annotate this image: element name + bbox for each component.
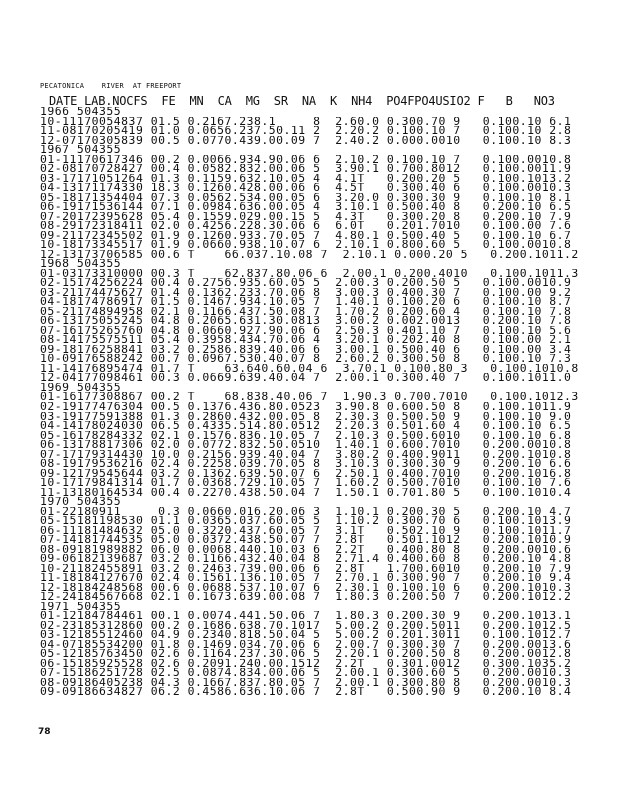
data-row: 09-12179545644 03.2 0.1362.639.50.07 6 2.50.1 0.400.7010 0.200.1016.8 xyxy=(40,468,572,479)
data-row: 02-19177476304 00.5 0.1376.436.80.0523 3.90.8 0.600.50 8 0.100.1011.9 xyxy=(40,401,572,412)
data-row: 03-21174475627 01.4 0.1362.233.70.06 8 3.00.3 0.400.30 7 0.100.00 9.2 xyxy=(40,287,572,298)
data-row: 08-19179536216 02.4 0.2258.039.70.05 8 3.10.3 0.300.30 9 0.200.10 6.6 xyxy=(40,459,572,469)
data-row: 04-18174786917 01.5 0.1467.934.10.05 7 1.40.1 0.100.20 6 0.100.10 8.7 xyxy=(40,297,572,307)
data-row: 10-17179841314 01.7 0.0368.729.10.05 7 1.60.2 0.500.7010 0.100.10 7.6 xyxy=(40,478,572,488)
data-row: 03-19177591388 01.3 0.2860.432.00.05 8 2.30.3 0.500.50 9 0.100.10 9.0 xyxy=(40,411,572,422)
data-row: 11-08170205419 01.0 0.0656.237.50.11 2 2.20.2 0.100.10 7 0.100.10 2.8 xyxy=(40,126,572,136)
data-row: 07-16175265760 04.8 0.0660.927.90.06 6 2.50.3 0.401.10 7 0.100.10 5.6 xyxy=(40,325,572,336)
data-row: 09-09186634827 06.2 0.4586.636.10.06 7 2.8T 0.500.90 9 0.200.10 8.4 xyxy=(40,687,572,697)
data-row: 08-09186405238 04.3 0.1667.837.80.05 7 2.00.1 0.300.80 8 0.200.0010.3 xyxy=(40,677,572,688)
data-row: 02-08170728427 00.4 0.0582.832.00.06 5 3.90.1 0.700.8012 0.100.0011.9 xyxy=(40,164,572,174)
year-station-row: 1969 504355 xyxy=(40,382,122,393)
data-row: 12-18184248568 00.6 0.0688.537.10.07 6 2.30.1 0.100.10 6 0.200.1010.3 xyxy=(40,582,572,593)
data-row: 01-16177308867 00.2 T 68.838.40.06 7 1.90.3 0.700.7010 0.100.1012.3 xyxy=(40,392,579,402)
year-station-row: 1967 504355 xyxy=(40,145,122,155)
data-row: 06-13178817306 02.0 0.0772.832.50.0510 1.40.1 0.600.7010 0.200.0010.8 xyxy=(40,440,572,450)
data-row: 05-12185763450 02.6 0.1164.237.30.06 5 2.20.1 0.200.50 8 0.200.0012.8 xyxy=(40,649,572,659)
data-row: 05-15181198530 01.1 0.0365.037.60.05 5 1.10.2 0.300.70 6 0.100.1013.9 xyxy=(40,516,572,526)
data-row: 01-11170617346 00.2 0.0066.934.90.06 6 2.10.2 0.100.10 7 0.100.0010.8 xyxy=(40,154,572,165)
data-row: 12-24184567668 02.1 0.1673.639.00.08 7 1.80.3 0.200.50 7 0.200.1012.2 xyxy=(40,592,572,602)
data-row: 01-03173310000 00.3 T 62.837.80.06 6 2.00.1 0.200.4010 0.100.1011.3 xyxy=(40,268,579,279)
data-row: 02-23185312860 00.2 0.1686.638.70.1017 5.00.2 0.200.5011 0.200.1012.5 xyxy=(40,620,572,631)
data-row: 10-11170054837 01.5 0.2167.238.1 8 2.60.0 0.300.70 9 0.100.10 6.1 xyxy=(40,116,572,127)
data-row: 09-06182139687 03.2 0.1166.432.40.04 8 2.71.4 0.400.60 8 0.200.10 4.8 xyxy=(40,554,572,564)
data-row: 11-18184127670 02.4 0.1561.136.10.05 7 2.70.1 0.300.90 7 0.200.10 9.4 xyxy=(40,573,572,583)
data-row: 04-07185534200 01.8 0.1469.034.70.06 6 2.00.7 0.300.30 7 0.200.0013.6 xyxy=(40,639,572,650)
data-row: 06-13175055245 04.8 0.2065.631.30.0813 3.00.2 0.002.0013 0.200.10 7.8 xyxy=(40,316,572,326)
data-row: 06-19171536144 07.1 0.0984.636.00.05 4 3.10.1 0.500.40 8 0.200.10 6.5 xyxy=(40,202,572,212)
data-row: 09-21172345502 01.9 0.1260.933.70.05 7 4.80.1 0.500.40 5 0.100.10 6.7 xyxy=(40,230,572,241)
year-station-row: 1966 504355 xyxy=(40,107,122,117)
data-row: 01-12184784461 00.1 0.0074.441.50.06 7 1.80.3 0.200.30 9 0.200.1013.1 xyxy=(40,611,572,621)
page-number: 78 xyxy=(38,727,51,737)
data-row: 05-21174894958 02.1 0.1166.437.50.08 7 1.70.2 0.200.60 4 0.100.10 7.8 xyxy=(40,306,572,317)
data-row: 08-09181989882 06.0 0.0068.440.10.03 6 2.2T 0.400.80 8 0.200.0010.6 xyxy=(40,544,572,555)
year-station-row: 1968 504355 xyxy=(40,259,122,269)
data-row: 10-21182455891 03.2 0.2463.739.00.06 6 2.8T 1.700.6010 0.200.10 7.9 xyxy=(40,563,572,574)
data-row: 04-14178024030 06.5 0.4335.514.80.0512 2.20.3 0.501.60 4 0.100.10 6.5 xyxy=(40,421,572,431)
data-row: 01-22180911 0.3 0.0660.016.20.06 3 1.10.1 0.200.30 5 0.200.10 4.7 xyxy=(40,506,572,517)
data-row: 08-14175575511 05.4 0.3958.434.70.06 4 3.20.1 0.202.40 8 0.100.00 2.1 xyxy=(40,335,572,345)
data-row: 12-04177098461 00.3 0.0669.639.40.04 7 2.00.1 0.300.40 7 0.100.1011.0 xyxy=(40,373,572,383)
data-row: 05-18171354404 07.3 0.0562.534.00.05 6 3.20.0 0.300.30 9 0.100.10 8.1 xyxy=(40,192,572,203)
data-row: 02-15174256224 00.4 0.2756.935.60.05 5 2.00.3 0.200.50 5 0.100.0010.9 xyxy=(40,278,572,288)
data-row: 07-14181744535 05.0 0.0372.438.50.07 7 2.8T 0.501.1012 0.200.1010.9 xyxy=(40,535,572,545)
data-row: 10-18173345517 01.9 0.0660.938.10.07 6 2.10.1 0.800.60 5 0.100.0010.8 xyxy=(40,240,572,250)
data-row: 07-20172395628 05.4 0.1559.029.00.15 5 4.3T 0.300.20 8 0.200.10 7.9 xyxy=(40,211,572,222)
data-row: 12-13173706585 00.6 T 66.037.10.08 7 2.10.1 0.000.20 5 0.200.1011.2 xyxy=(40,249,579,260)
year-station-row: 1970 504355 xyxy=(40,497,122,507)
data-row: 11-13180164534 00.4 0.2270.438.50.04 7 1.50.1 0.701.80 5 0.100.1010.4 xyxy=(40,487,572,498)
data-row: 03-12185512460 04.9 0.2340.818.50.04 5 5.00.2 0.201.3011 0.100.1012.7 xyxy=(40,630,572,640)
data-table xyxy=(40,107,600,697)
column-header-row: DATE LAB.NOCFS FE MN CA MG SR NA K NH4 PO4FPO4USIO2 F B NO3 xyxy=(42,94,555,108)
data-row: 06-15185925528 02.6 0.2091.240.00.1512 2.2T 0.301.0012 0.300.1035.2 xyxy=(40,658,572,669)
data-row: 04-13171174330 18.3 0.1260.428.00.06 6 4.5T 0.300.40 6 0.100.0010.3 xyxy=(40,183,572,193)
data-row: 03-17171051264 01.3 0.1159.632.10.05 4 4.1T 0.200.20 5 0.100.1013.2 xyxy=(40,173,572,184)
station-title: PECATONICA RIVER AT FREEPORT xyxy=(40,82,182,90)
data-row: 08-29172318411 02.0 0.4256.228.30.06 6 6.0T 0.201.7010 0.100.00 7.6 xyxy=(40,221,572,231)
data-row: 11-14176895474 01.7 T 63.640.60.04 6 3.70.1 0.100.80 3 0.100.1010.8 xyxy=(40,363,579,374)
data-row: 12-07170305839 00.5 0.0770.439.00.09 7 2.40.2 0.000.0010 0.100.10 8.3 xyxy=(40,135,572,146)
data-row: 07-17179314430 10.0 0.2156.939.40.04 7 3.80.2 0.400.9011 0.200.1010.8 xyxy=(40,449,572,460)
data-row: 07-15186251728 02.5 0.0874.834.00.06 5 2.00.1 0.300.60 5 0.200.0010.3 xyxy=(40,668,572,678)
data-row: 05-16178284332 02.1 0.1576.836.10.05 7 2.10.3 0.500.6010 0.100.10 6.8 xyxy=(40,430,572,441)
data-row: 06-11181484632 05.0 0.3220.437.60.05 7 3.1T 0.502.10 9 0.100.1011.7 xyxy=(40,525,572,536)
year-station-row: 1971 504355 xyxy=(40,601,122,612)
data-row: 10-09176588242 00.7 0.0967.530.40.07 8 2.60.2 0.300.50 8 0.100.10 7.3 xyxy=(40,354,572,364)
data-row: 09-18176258841 03.2 0.2586.839.40.06 6 3.00.1 0.500.40 6 0.100.00 3.4 xyxy=(40,344,572,355)
